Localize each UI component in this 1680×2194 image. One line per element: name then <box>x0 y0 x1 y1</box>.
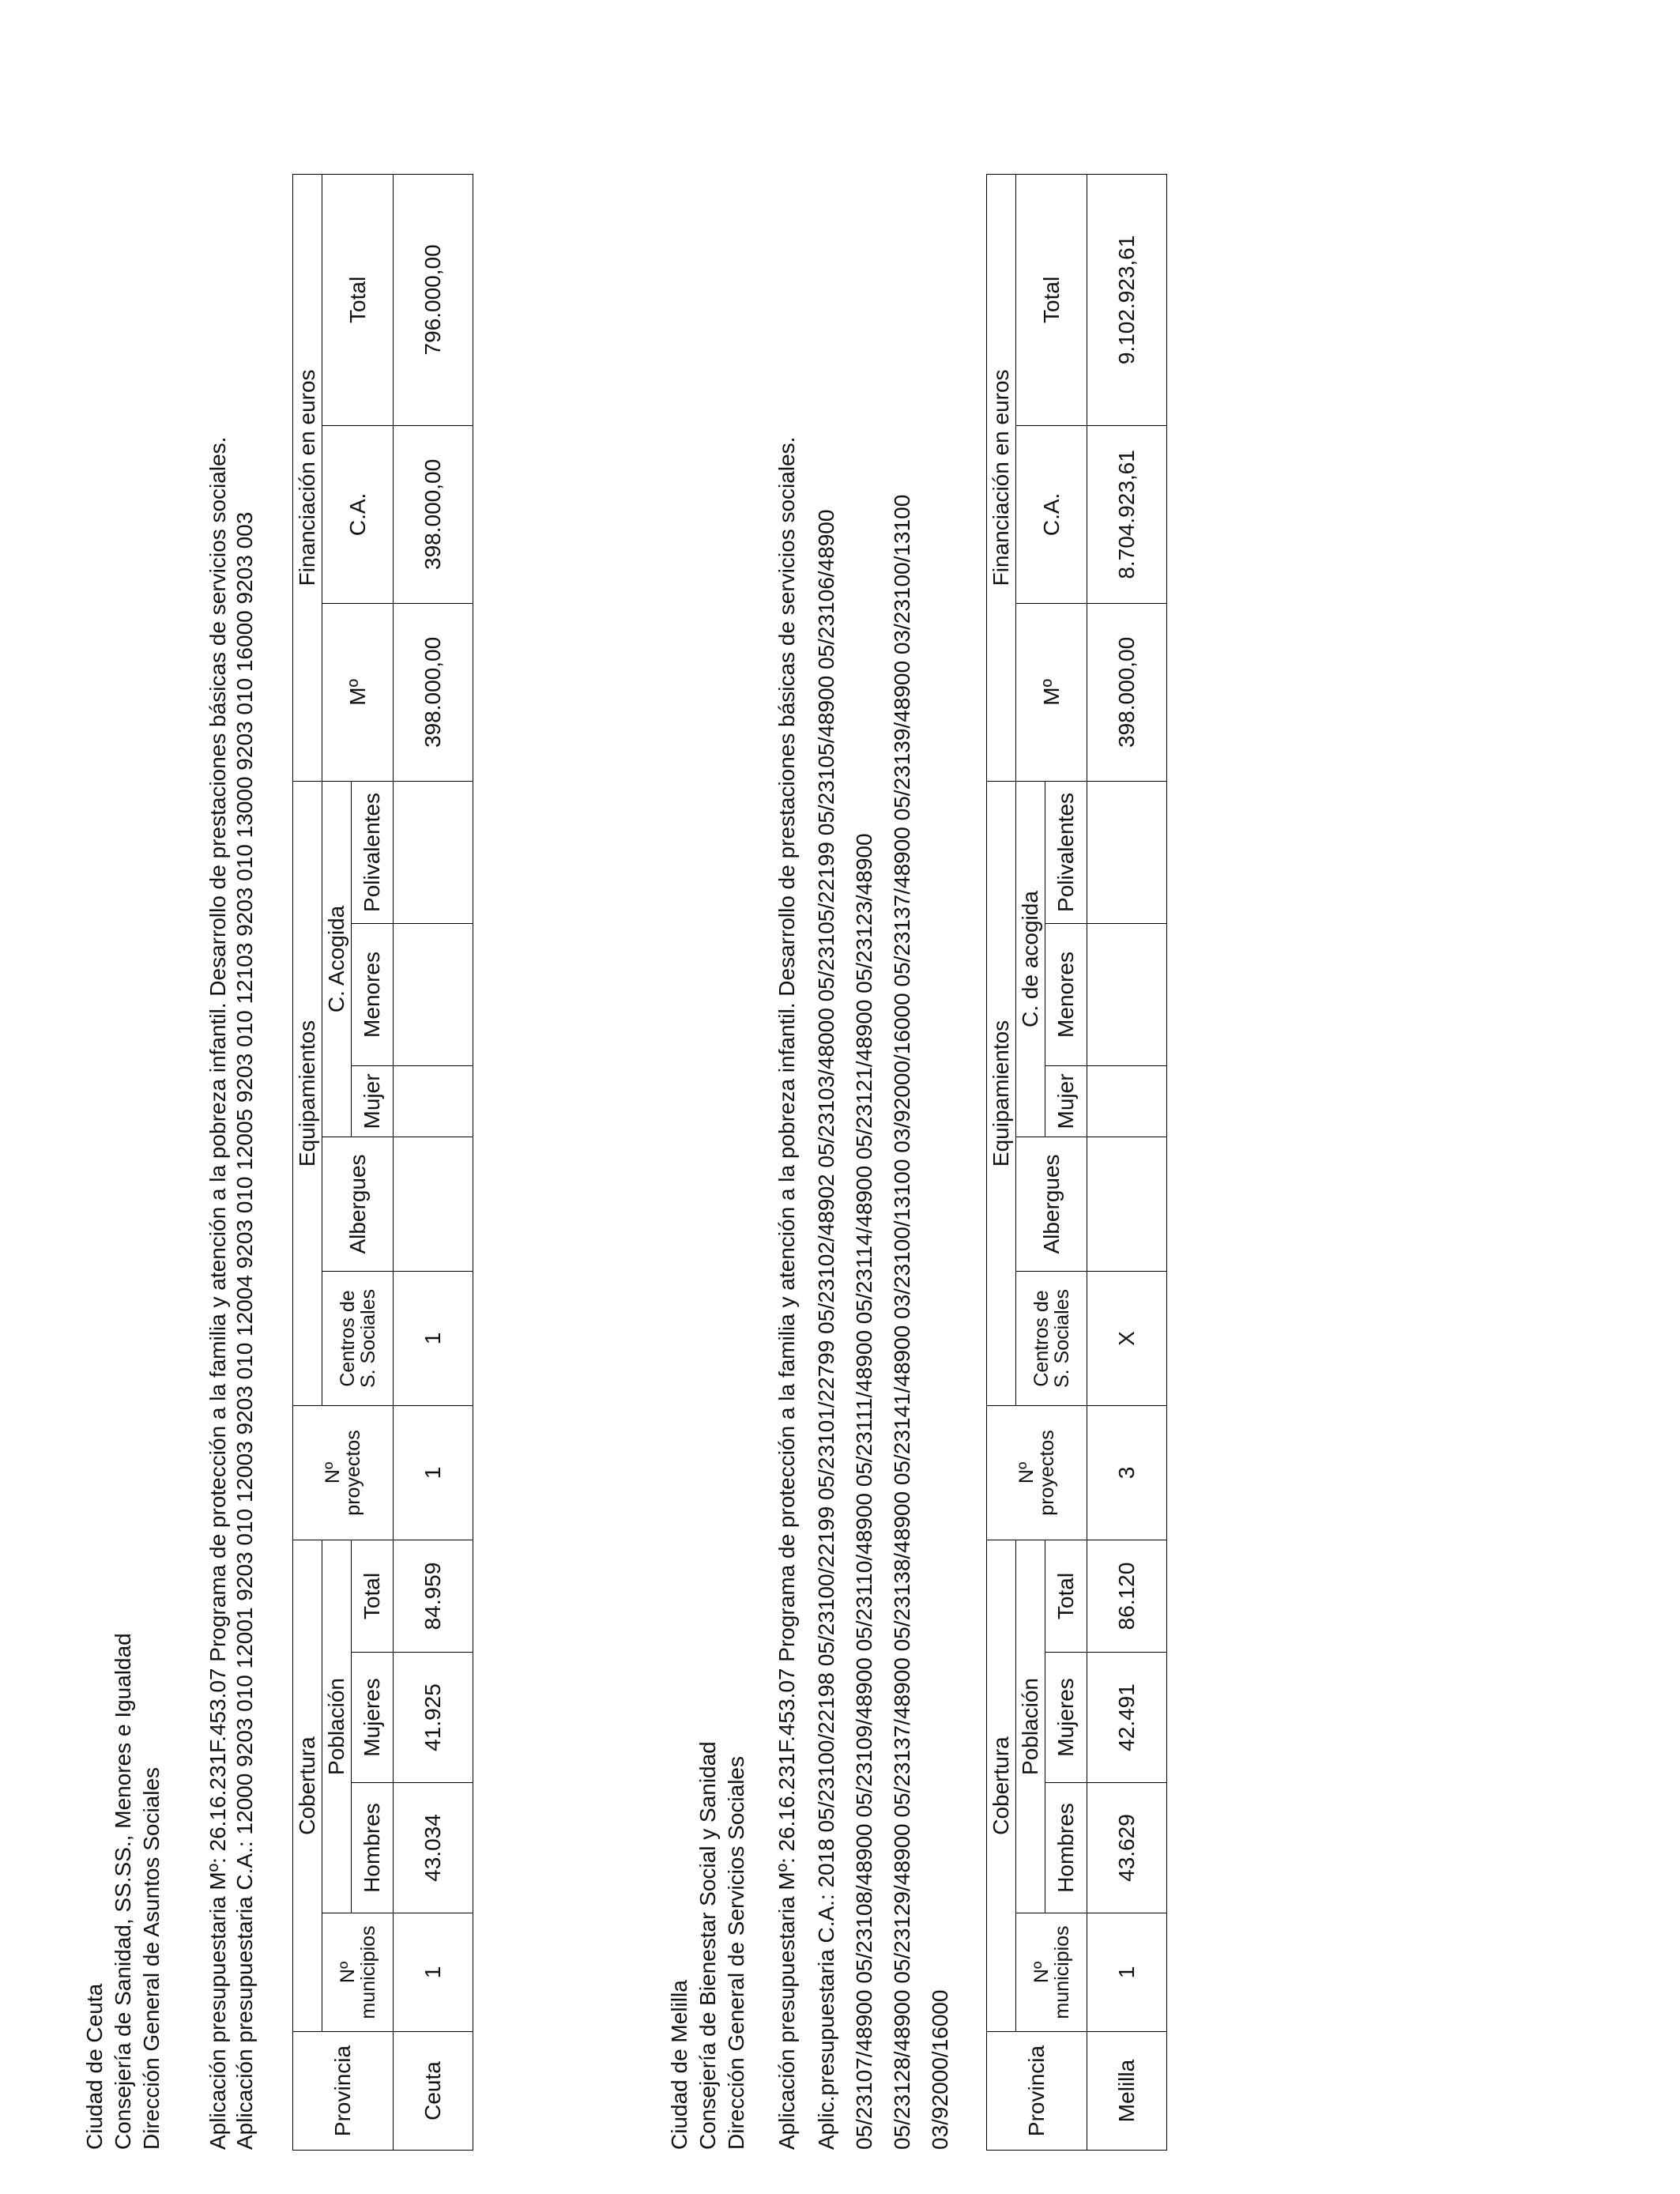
cell-m: 398.000,00 <box>394 603 473 781</box>
cell-provincia: Ceuta <box>394 2032 473 2151</box>
cell-mujer <box>394 1065 473 1137</box>
cell-total: 84.959 <box>394 1540 473 1652</box>
cell-centros: 1 <box>394 1271 473 1405</box>
cell-proyectos: 1 <box>394 1405 473 1540</box>
ceuta-app-ca: Aplicación presupuestaria C.A.: 12000 9203 010 12001 9203 010 12003 9203 010 12004 9203 010 12005 9203 010 12103 9203 010 13000 9203 010 16000 9203 003 <box>232 511 257 2150</box>
cell-provincia: Melilla <box>1087 2032 1167 2151</box>
header-n-proyectos: Nº proyectos <box>987 1405 1087 1540</box>
melilla-app-ca-1: Aplic.presupuestaria C.A.: 2018 05/23100/22198 05/23100/22199 05/23101/22799 05/23102/48902 05/23103/48000 05/23105/22199 05/23105/48900 05/23106/48900 <box>814 509 838 2150</box>
ceuta-city: Ciudad de Ceuta <box>82 1983 107 2150</box>
melilla-app-ministry: Aplicación presupuestaria Mº: 26.16.231F.453.07 Programa de protección a la familia y atención a la pobreza infantil. Desarrollo de prestaciones básicas de servicios sociales. <box>774 436 799 2150</box>
ceuta-directorate: Dirección General de Asuntos Sociales <box>139 1766 164 2150</box>
header-total: Total <box>1045 1540 1087 1652</box>
header-total: Total <box>352 1540 394 1652</box>
header-poblacion: Población <box>1016 1540 1045 1913</box>
header-c-acogida: C. Acogida <box>322 781 352 1137</box>
cell-centros: X <box>1087 1271 1167 1405</box>
ceuta-app-ministry: Aplicación presupuestaria Mº: 26.16.231F.453.07 Programa de protección a la familia y atención a la pobreza infantil. Desarrollo de prestaciones básicas de servicios sociales. <box>205 436 230 2150</box>
cell-albergues <box>1087 1137 1167 1271</box>
header-fin-total: Total <box>1016 174 1087 425</box>
header-financiacion: Financiación en euros <box>987 174 1016 781</box>
header-provincia: Provincia <box>987 2032 1087 2151</box>
header-c-acogida: C. de acogida <box>1016 781 1045 1137</box>
melilla-department: Consejería de Bienestar Social y Sanidad <box>695 1741 720 2150</box>
header-m: Mº <box>1016 603 1087 781</box>
cell-polivalentes <box>1087 781 1167 923</box>
cell-fin-total: 796.000,00 <box>394 174 473 425</box>
header-centros-ss: Centros de S. Sociales <box>322 1271 394 1405</box>
cell-municipios: 1 <box>394 1913 473 2032</box>
header-menores: Menores <box>1045 923 1087 1065</box>
melilla-app-ca-3: 05/23128/48900 05/23129/48900 05/23137/48900 05/23138/48900 05/23141/48900 03/23100/13100 03/92000/16000 05/23137/48900 05/23139/48900 03/23100/13100 <box>890 494 914 2150</box>
cell-m: 398.000,00 <box>1087 603 1167 781</box>
header-albergues: Albergues <box>322 1137 394 1271</box>
cell-mujer <box>1087 1065 1167 1137</box>
cell-proyectos: 3 <box>1087 1405 1167 1540</box>
header-polivalentes: Polivalentes <box>1045 781 1087 923</box>
ceuta-department: Consejería de Sanidad, SS.SS., Menores e Igualdad <box>111 1633 135 2150</box>
header-provincia: Provincia <box>293 2032 394 2151</box>
cell-total: 86.120 <box>1087 1540 1167 1652</box>
header-ca: C.A. <box>322 425 394 603</box>
header-financiacion: Financiación en euros <box>293 174 322 781</box>
cell-menores <box>1087 923 1167 1065</box>
header-hombres: Hombres <box>1045 1783 1087 1913</box>
header-mujer: Mujer <box>1045 1065 1087 1137</box>
cell-municipios: 1 <box>1087 1913 1167 2032</box>
header-equipamientos: Equipamientos <box>293 781 322 1405</box>
table-row <box>394 174 473 2150</box>
header-hombres: Hombres <box>352 1783 394 1913</box>
melilla-city: Ciudad de Melilla <box>667 1980 691 2150</box>
header-poblacion: Población <box>322 1540 352 1913</box>
header-cobertura: Cobertura <box>987 1540 1016 2031</box>
header-equipamientos: Equipamientos <box>987 781 1016 1405</box>
cell-ca: 8.704.923,61 <box>1087 425 1167 603</box>
header-mujeres: Mujeres <box>352 1653 394 1783</box>
cell-polivalentes <box>394 781 473 923</box>
ceuta-financing-table <box>292 174 473 2151</box>
table-row <box>1087 174 1167 2150</box>
melilla-directorate: Dirección General de Servicios Sociales <box>724 1756 748 2150</box>
header-centros-ss: Centros de S. Sociales <box>1016 1271 1087 1405</box>
cell-mujeres: 41.925 <box>394 1653 473 1783</box>
header-m: Mº <box>322 603 394 781</box>
header-n-municipios: Nº municipios <box>322 1913 394 2032</box>
cell-fin-total: 9.102.923,61 <box>1087 174 1167 425</box>
cell-mujeres: 42.491 <box>1087 1653 1167 1783</box>
header-mujer: Mujer <box>352 1065 394 1137</box>
header-menores: Menores <box>352 923 394 1065</box>
cell-hombres: 43.034 <box>394 1783 473 1913</box>
header-cobertura: Cobertura <box>293 1540 322 2031</box>
melilla-app-ca-2: 05/23107/48900 05/23108/48900 05/23109/48900 05/23110/48900 05/23111/48900 05/23114/48900 05/23121/48900 05/23123/48900 <box>852 833 876 2150</box>
cell-menores <box>394 923 473 1065</box>
header-fin-total: Total <box>322 174 394 425</box>
melilla-app-ca-4: 03/92000/16000 <box>928 1989 952 2150</box>
header-mujeres: Mujeres <box>1045 1653 1087 1783</box>
header-n-municipios: Nº municipios <box>1016 1913 1087 2032</box>
header-ca: C.A. <box>1016 425 1087 603</box>
melilla-financing-table <box>986 174 1167 2151</box>
cell-ca: 398.000,00 <box>394 425 473 603</box>
header-albergues: Albergues <box>1016 1137 1087 1271</box>
cell-hombres: 43.629 <box>1087 1783 1167 1913</box>
cell-albergues <box>394 1137 473 1271</box>
header-polivalentes: Polivalentes <box>352 781 394 923</box>
header-n-proyectos: Nº proyectos <box>293 1405 394 1540</box>
